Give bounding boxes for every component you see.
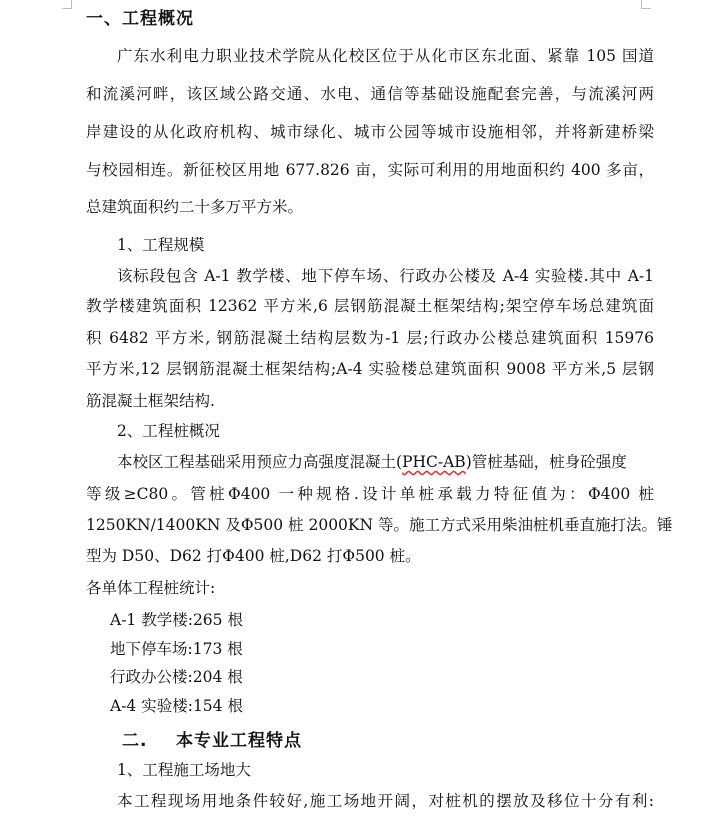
paragraph-line: 本工程现场用地条件较好,施工场地开阔，对桩机的摆放及移位十分有利: xyxy=(117,792,654,810)
stats-title: 各单体工程桩统计: xyxy=(86,579,216,597)
section-heading-features xyxy=(122,726,302,751)
paragraph-line: 型为 D50、D62 打Φ400 桩,D62 打Φ500 桩。 xyxy=(86,547,421,565)
text-run: 本校区工程基础采用预应力高强度混凝土( xyxy=(117,453,403,471)
text-run: )管桩基础，桩身砼强度 xyxy=(465,453,627,471)
list-item: 行政办公楼:204 根 xyxy=(110,668,243,686)
paragraph-line: 平方米,12 层钢筋混凝土框架结构;A-4 实验楼总建筑面积 9008 平方米,5 层钢 xyxy=(86,360,654,378)
paragraph-line: 总建筑面积约二十多万平方米。 xyxy=(86,198,304,216)
paragraph-line: 该标段包含 A-1 教学楼、地下停车场、行政办公楼及 A-4 实验楼.其中 A-1 xyxy=(117,267,654,285)
paragraph-line: 与校园相连。新征校区用地 677.826 亩，实际可利用的用地面积约 400 多亩， xyxy=(86,161,654,179)
list-item: 地下停车场:173 根 xyxy=(110,640,243,658)
section-heading-overview: 一、工程概况 xyxy=(86,9,194,29)
spellcheck-flagged-text: PHC-AB xyxy=(402,453,466,471)
paragraph-line: 教学楼建筑面积 12362 平方米,6 层钢筋混凝土框架结构;架空停车场总建筑面 xyxy=(86,297,654,315)
paragraph-line: 积 6482 平方米, 钢筋混凝土结构层数为-1 层;行政办公楼总建筑面积 15976 xyxy=(86,329,654,347)
page-corner-mark-left xyxy=(62,0,72,9)
subsection-title-site: 1、工程施工场地大 xyxy=(117,761,251,779)
paragraph-line: 筋混凝土框架结构. xyxy=(86,392,215,410)
paragraph-line: 1250KN/1400KN 及Φ500 桩 2000KN 等。施工方式采用柴油桩机垂直施打法。锤 xyxy=(86,516,673,534)
paragraph-line: 等级≥C80。管桩Φ400 一种规格.设计单桩承载力特征值为：Φ400 桩 xyxy=(86,485,654,503)
heading-text: 本专业工程特点 xyxy=(176,731,302,751)
list-item: A-1 教学楼:265 根 xyxy=(110,611,243,629)
subsection-title-piles: 2、工程桩概况 xyxy=(117,422,220,440)
paragraph-line: 和流溪河畔，该区域公路交通、水电、通信等基础设施配套完善，与流溪河两 xyxy=(86,85,654,103)
page-corner-mark-right xyxy=(641,0,651,9)
paragraph-line xyxy=(117,452,654,472)
list-item: A-4 实验楼:154 根 xyxy=(110,697,243,715)
paragraph-line: 广东水利电力职业技术学院从化校区位于从化市区东北面、紧靠 105 国道 xyxy=(117,47,654,65)
heading-number: 二. xyxy=(122,731,148,751)
paragraph-line: 岸建设的从化政府机构、城市绿化、城市公园等城市设施相邻，并将新建桥梁 xyxy=(86,123,654,141)
subsection-title-scale: 1、工程规模 xyxy=(117,236,205,254)
